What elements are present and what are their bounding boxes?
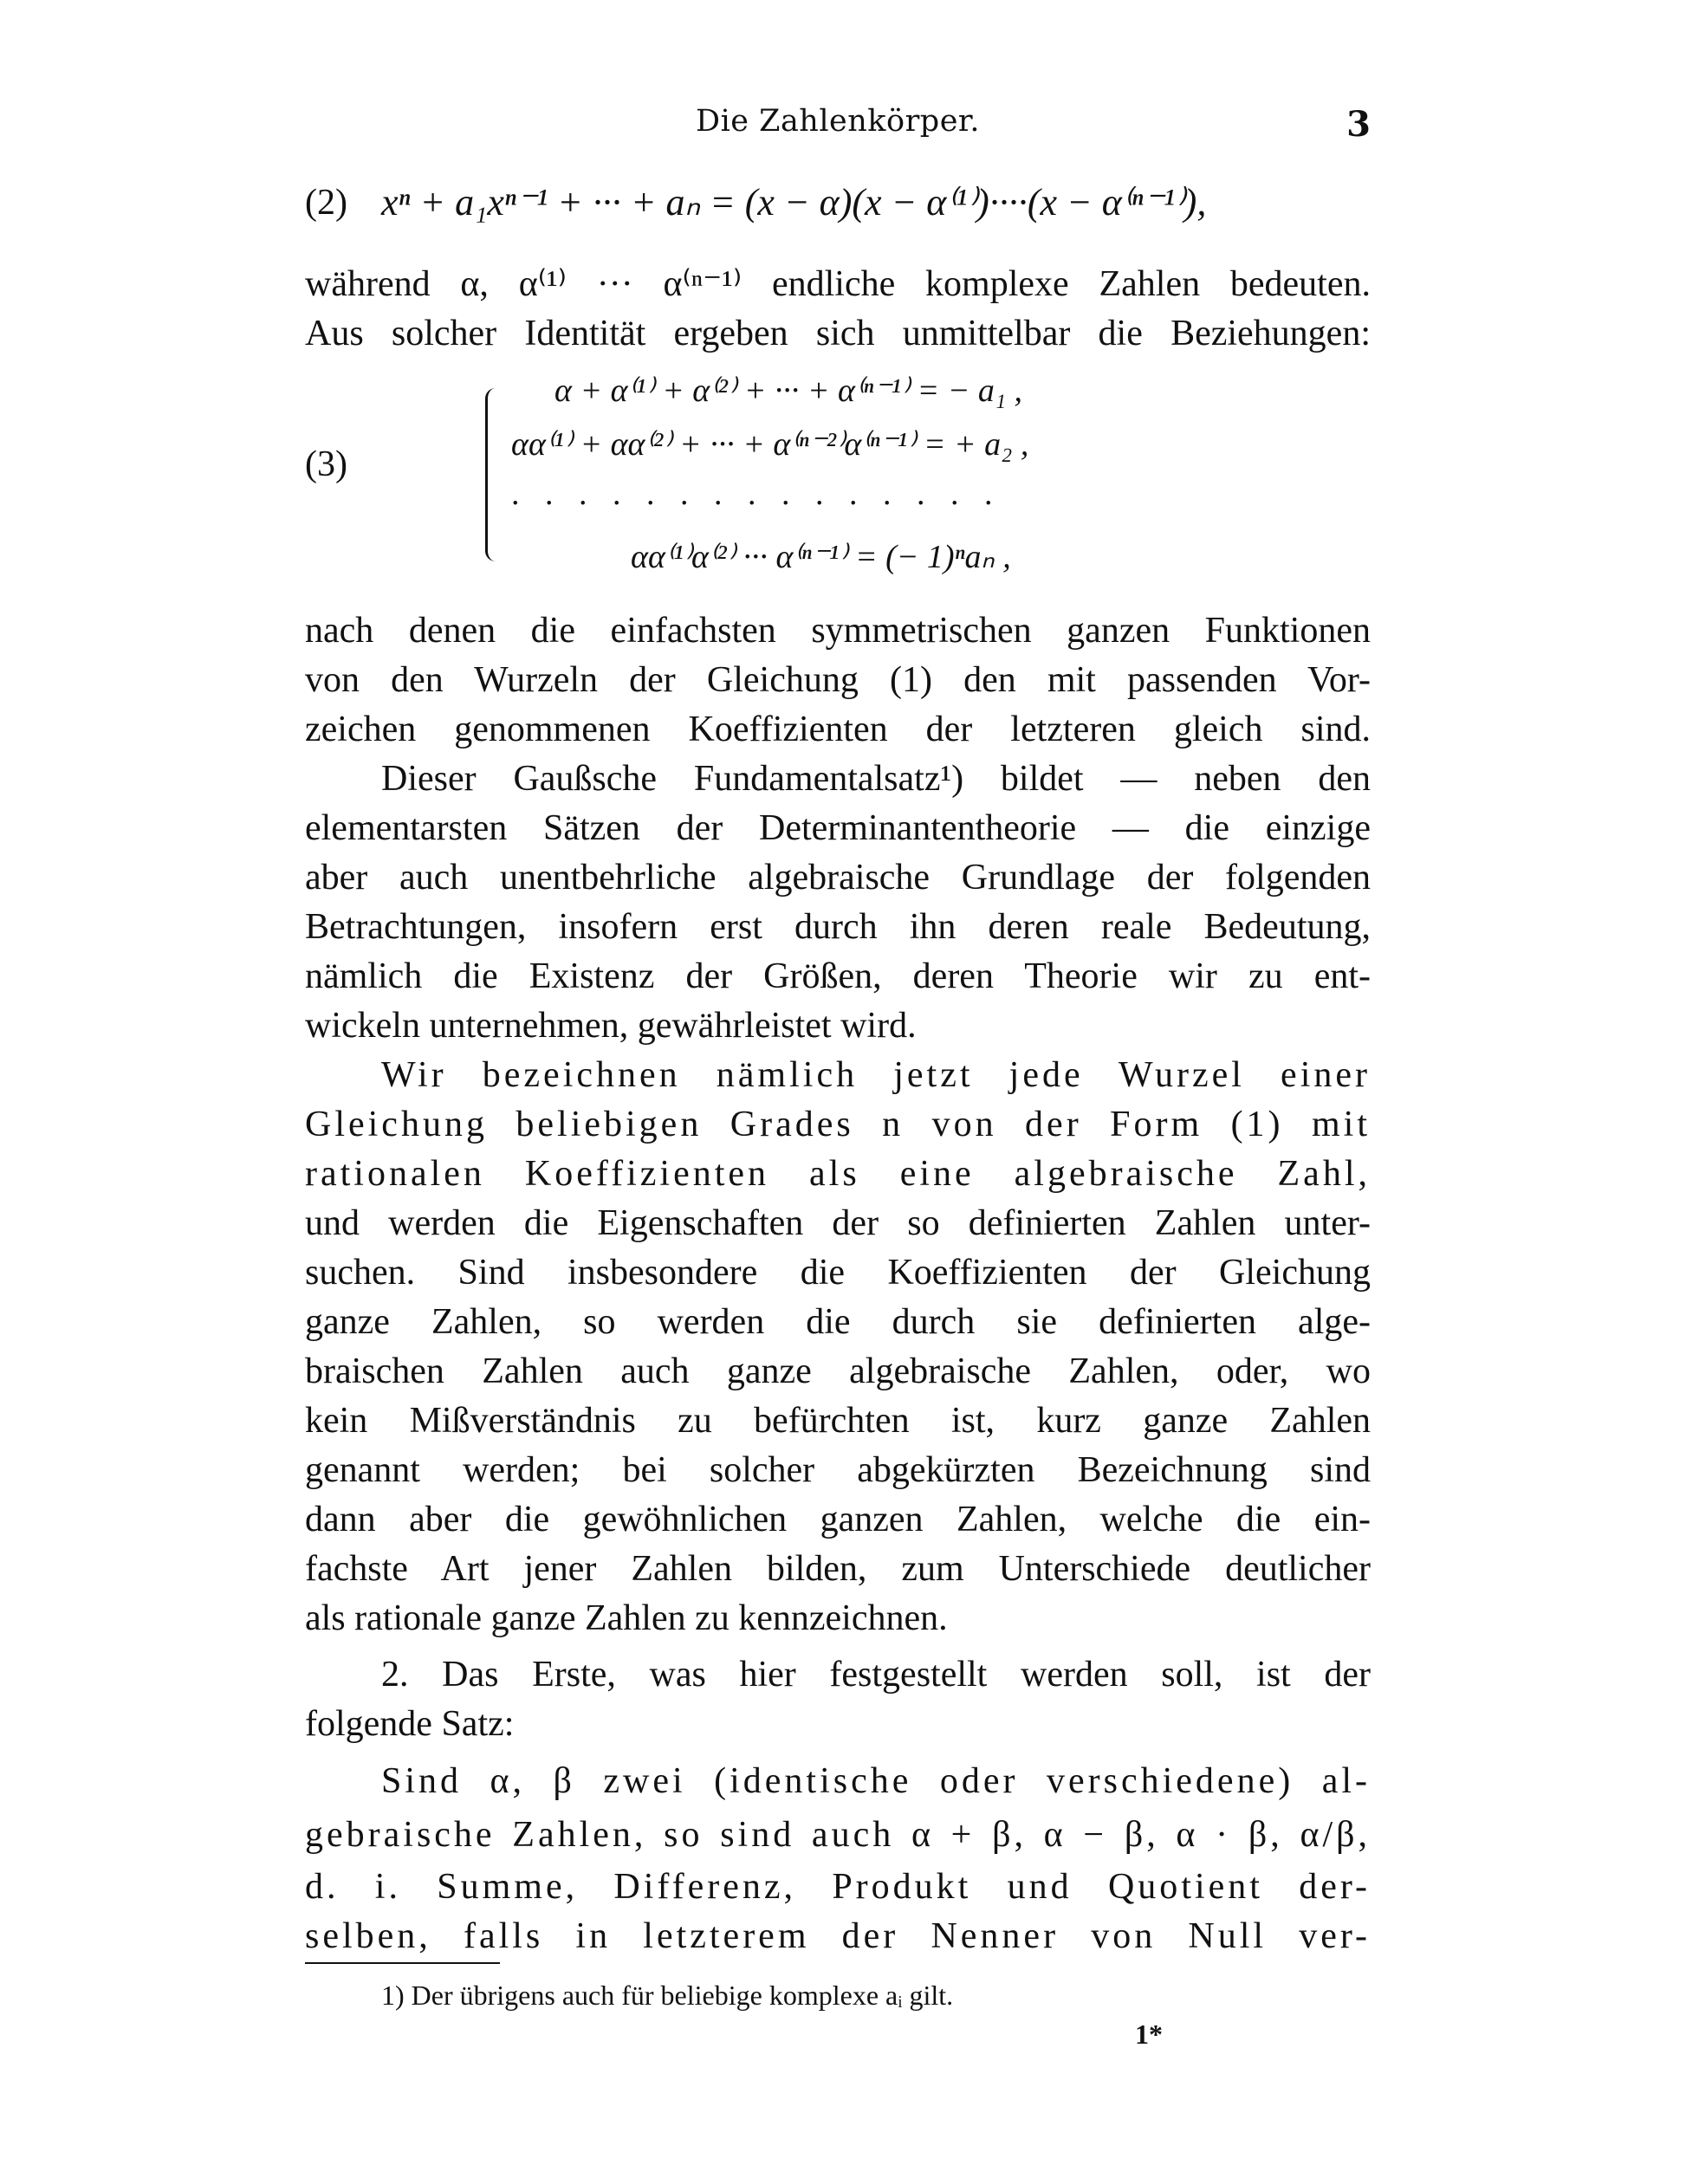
paragraph-1-line-2: von den Wurzeln der Gleichung (1) den mit passenden Vor- xyxy=(305,660,1371,700)
paragraph-1-line-1: nach denen die einfachsten symmetrischen ganzen Funktionen xyxy=(305,611,1371,651)
paragraph-3-line-5: suchen. Sind insbesondere die Koeffizienten der Gleichung xyxy=(305,1253,1371,1293)
paragraph-3-line-1: Wir bezeichnen nämlich jetzt jede Wurzel einer xyxy=(381,1055,1371,1095)
footnote-rule xyxy=(305,1962,500,1964)
paragraph-2-line-3: aber auch unentbehrliche algebraische Grundlage der folgenden xyxy=(305,858,1371,898)
paragraph-4-line-2: folgende Satz: xyxy=(305,1704,515,1744)
page-header xyxy=(305,104,1371,147)
paragraph-4-line-1: 2. Das Erste, was hier festgestellt werden soll, ist der xyxy=(381,1655,1371,1695)
paragraph-3-line-11: fachste Art jener Zahlen bilden, zum Unterschiede deutlicher xyxy=(305,1549,1371,1589)
paragraph-5-line-1: Sind α, β zwei (identische oder verschiedene) al- xyxy=(381,1761,1371,1801)
paragraph-5-line-4: selben, falls in letzterem der Nenner von Null ver- xyxy=(305,1916,1371,1956)
equation-3-number: (3) xyxy=(305,444,347,484)
page-number: 3 xyxy=(1346,104,1371,145)
paragraph-3-line-4: und werden die Eigenschaften der so definierten Zahlen unter- xyxy=(305,1203,1371,1243)
equation-3-line-4: αα⁽¹⁾α⁽²⁾ ··· α⁽ⁿ⁻¹⁾ = (− 1)ⁿaₙ , xyxy=(631,539,1011,575)
equation-3-line-2: αα⁽¹⁾ + αα⁽²⁾ + ··· + α⁽ⁿ⁻²⁾α⁽ⁿ⁻¹⁾ = + a₂ , xyxy=(511,426,1029,463)
paragraph-2-line-2: elementarsten Sätzen der Determinantentheorie — die einzige xyxy=(305,808,1371,848)
paragraph-3-line-7: braischen Zahlen auch ganze algebraische Zahlen, oder, wo xyxy=(305,1351,1371,1391)
paragraph-3-line-9: genannt werden; bei solcher abgekürzten Bezeichnung sind xyxy=(305,1450,1371,1490)
running-title: Die Zahlenkörper. xyxy=(696,104,980,139)
intro-line-1: während α, α⁽¹⁾ ··· α⁽ⁿ⁻¹⁾ endliche komplexe Zahlen bedeuten. xyxy=(305,264,1371,304)
paragraph-3-line-12: als rationale ganze Zahlen zu kennzeichnen. xyxy=(305,1598,948,1638)
equation-3-line-1: α + α⁽¹⁾ + α⁽²⁾ + ··· + α⁽ⁿ⁻¹⁾ = − a₁ , xyxy=(554,373,1023,409)
footnote: 1) Der übrigens auch für beliebige komplexe aᵢ gilt. xyxy=(381,1980,954,2011)
paragraph-2-line-4: Betrachtungen, insofern erst durch ihn deren reale Bedeutung, xyxy=(305,907,1371,947)
paragraph-3-line-8: kein Mißverständnis zu befürchten ist, kurz ganze Zahlen xyxy=(305,1401,1371,1441)
equation-2-number: (2) xyxy=(305,183,347,223)
paragraph-3-line-6: ganze Zahlen, so werden die durch sie definierten alge- xyxy=(305,1302,1371,1342)
paragraph-1-line-3: zeichen genommenen Koeffizienten der letzteren gleich sind. xyxy=(305,710,1371,749)
equation-3-brace xyxy=(485,388,507,561)
signature-mark: 1* xyxy=(1135,2019,1163,2050)
paragraph-3-line-3: rationalen Koeffizienten als eine algebraische Zahl, xyxy=(305,1154,1371,1194)
equation-2: xⁿ + a₁xⁿ⁻¹ + ··· + aₙ = (x − α)(x − α⁽¹⁾)····(x − α⁽ⁿ⁻¹⁾), xyxy=(381,181,1207,224)
paragraph-3-line-2: Gleichung beliebigen Grades n von der Form (1) mit xyxy=(305,1105,1371,1144)
paragraph-2-line-1: Dieser Gaußsche Fundamentalsatz¹) bildet — neben den xyxy=(381,759,1371,799)
paragraph-5-line-3: d. i. Summe, Differenz, Produkt und Quotient der- xyxy=(305,1867,1371,1907)
paragraph-2-line-5: nämlich die Existenz der Größen, deren Theorie wir zu ent- xyxy=(305,956,1371,996)
intro-line-2: Aus solcher Identität ergeben sich unmittelbar die Beziehungen: xyxy=(305,314,1371,353)
paragraph-2-line-6: wickeln unternehmen, gewährleistet wird. xyxy=(305,1006,917,1046)
paragraph-3-line-10: dann aber die gewöhnlichen ganzen Zahlen, welche die ein- xyxy=(305,1500,1371,1539)
paragraph-5-line-2: gebraische Zahlen, so sind auch α + β, α − β, α · β, α/β, xyxy=(305,1815,1371,1855)
equation-3-ellipsis: . . . . . . . . . . . . . . . xyxy=(511,476,1002,512)
